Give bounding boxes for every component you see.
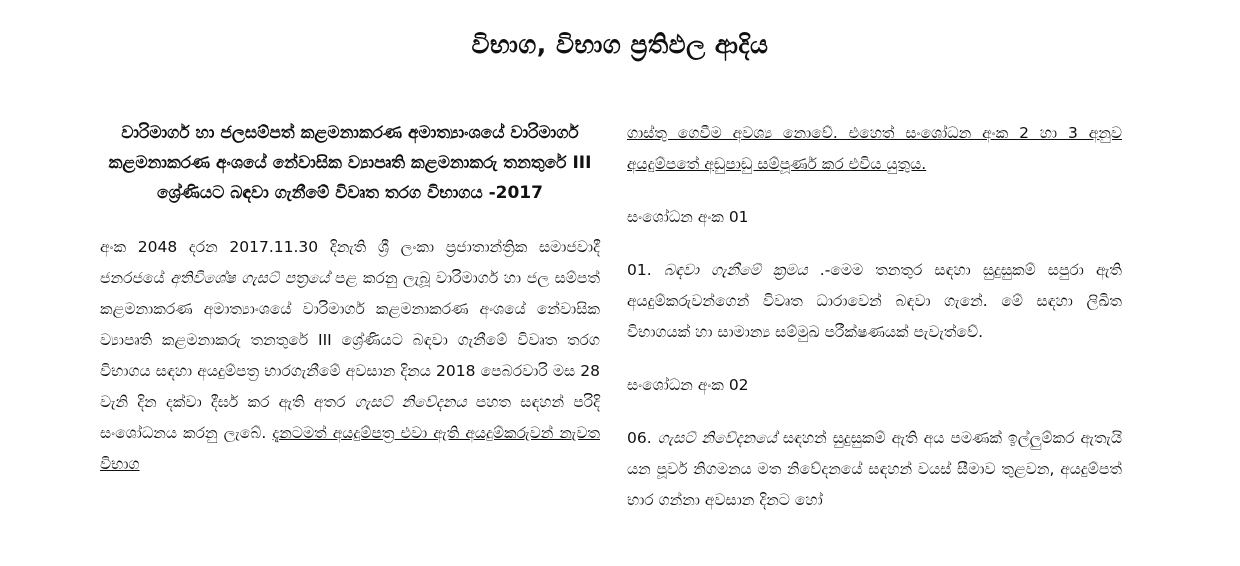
body-text-3: පහත සඳහන් පරිදි සංශෝධනය කරනු ලැබේ. [100, 393, 600, 442]
amendment-1-number: 01. [627, 261, 664, 279]
body-italic-notice: ගැසට් නිවේදනය [354, 393, 467, 411]
page-title: විභාග, විභාග ප්‍රතිඵල ආදිය [471, 30, 769, 59]
amendment-2-text [627, 423, 1122, 516]
left-column [100, 118, 600, 480]
body-italic-gazette: අතිවිශේෂ ගැසට් පත්‍රයේ [170, 269, 330, 287]
body-underlined-text: දැනටමත් අයදුම්පත්‍ර එවා ඇති අයදුම්කරුවන් නැවත විභාග [100, 424, 600, 473]
amendment-1-body: .-මෙම තනතුර සඳහා සුදුසුකම් සපුරා ඇති අයදුම්කරුවන්ගෙන් විවෘත ධාරාවෙන් බඳවා ගැනේ. මේ සඳහා ලිඛිත විභාගයක් හා සාමාන්‍ය සම්මුඛ පරීක්ෂණයක් පැවැත්වේ. [627, 261, 1123, 341]
continued-text [627, 118, 1122, 180]
amendment-2-number: 06. [627, 429, 658, 447]
body-text-2: පළ කරනු ලැබූ වාරිමාර්ග හා ජල සම්පත් කළමනාකරණ අමාත්‍යාංශයේ වාරිමාර්ග කළමනාකරණ අංශයේ නේවාසික ව්‍යාපෘති කළමනාකරු තනතුරේ III ශ්‍රේණියට බඳවා ගැනීමේ විවෘත තරග විභාගය සඳහා අයදුම්පත්‍ර භාරගැනීමේ අවසාන දිනය 2018 පෙබරවාරි මස 28 වැනි දින දක්වා දීර්ඝ කර ඇති අතර [100, 269, 600, 411]
continued-underlined-text: ගාස්තු ගෙවීම අවශ්‍ය නොවේ. එහෙත් සංශෝධන අංක 2 හා 3 අනුව අයදුම්පතේ අඩුපාඩු සම්පූර්ණ කර එවිය යුතුය. [627, 124, 1122, 173]
right-column [627, 118, 1122, 516]
amendment-2-body: සඳහන් සුදුසුකම් ඇති අය පමණක් ඉල්ලුම්කර ඇතැයි යන පූර්ව නිගමනය මත නිවේදනයේ සඳහන් වයස් සීමාව තුළවන, අයදුම්පත් භාර ගන්නා අවසාන දිනට හෝ [627, 429, 1123, 509]
amendment-1-text [627, 255, 1122, 348]
amendment-2-italic: ගැසට් නිවේදනයේ [657, 429, 777, 447]
amendment-2-label: සංශෝධන අංක 02 [627, 376, 749, 394]
notice-body [100, 232, 600, 480]
body-text-1: අංක 2048 දරන 2017.11.30 දිනැති ශ්‍රී ලංකා ප්‍රජාතාන්ත්‍රික සමාජවාදී ජනරජයේ [100, 238, 600, 287]
notice-heading: වාරිමාර්ග හා ජලසම්පත් කළමනාකරණ අමාත්‍යාංශයේ වාරිමාර්ග කළමනාකරණ අංශයේ නේවාසික ව්‍යාපෘති කළමනාකරු තනතුරේ III ශ්‍රේණියට බඳවා ගැනීමේ විවෘත තරග විභාගය -2017 [108, 123, 592, 203]
amendment-1-italic: බඳවා ගැනීමේ ක්‍රමය [663, 261, 808, 279]
amendment-1-label: සංශෝධන අංක 01 [627, 208, 749, 226]
